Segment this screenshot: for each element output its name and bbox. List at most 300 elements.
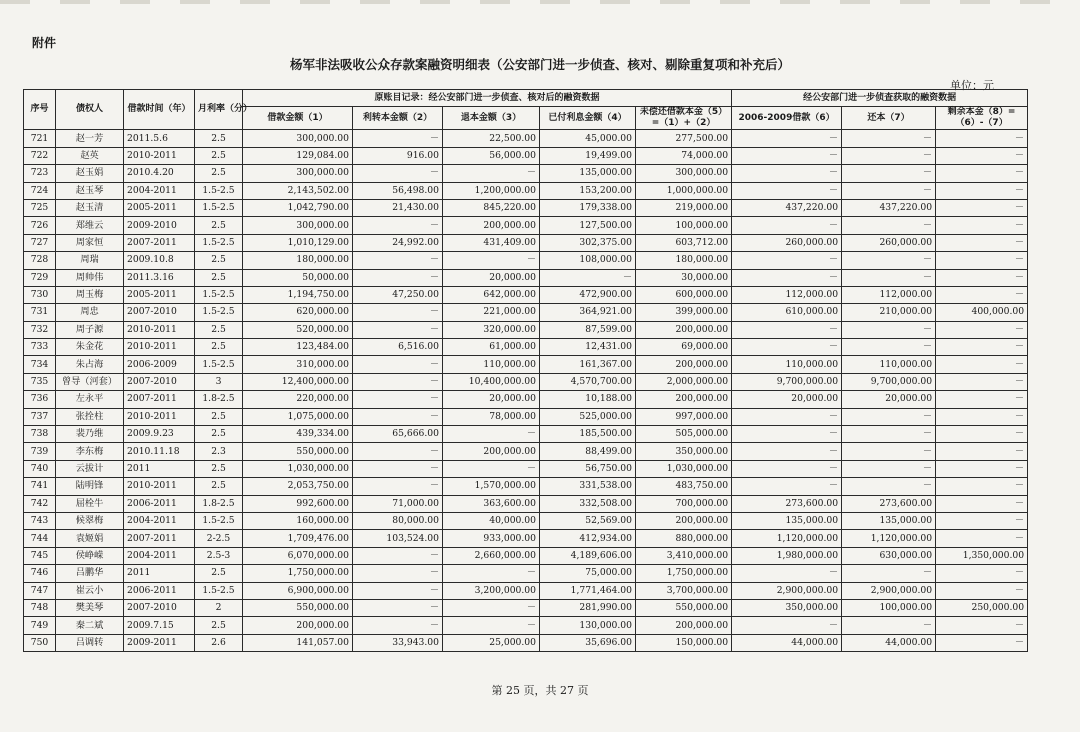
row-seq: 723 <box>24 165 56 182</box>
row-paid-interest: 87,599.00 <box>540 321 636 338</box>
row-refund: 642,000.00 <box>443 286 540 303</box>
row-rate: 1.5-2.5 <box>195 356 243 373</box>
row-refund: 2,660,000.00 <box>443 547 540 564</box>
row-period: 2009-2011 <box>124 634 195 651</box>
row-unpaid: 603,712.00 <box>636 234 732 251</box>
row-loan: 1,030,000.00 <box>243 460 353 477</box>
row-loan: 141,057.00 <box>243 634 353 651</box>
row-period: 2011.3.16 <box>124 269 195 286</box>
row-remaining: － <box>936 478 1028 495</box>
row-rate: 2 <box>195 599 243 616</box>
row-period: 2006-2011 <box>124 582 195 599</box>
row-creditor: 朱金花 <box>56 339 124 356</box>
row-remaining: － <box>936 617 1028 634</box>
row-period: 2007-2010 <box>124 599 195 616</box>
row-loan: 300,000.00 <box>243 217 353 234</box>
row-repaid: － <box>842 147 936 164</box>
row-unpaid: 997,000.00 <box>636 408 732 425</box>
row-remaining: － <box>936 252 1028 269</box>
row-paid-interest: 4,189,606.00 <box>540 547 636 564</box>
row-loan-2006-2009: 110,000.00 <box>732 356 842 373</box>
row-seq: 749 <box>24 617 56 634</box>
row-remaining: － <box>936 565 1028 582</box>
row-loan: 2,053,750.00 <box>243 478 353 495</box>
row-loan: 310,000.00 <box>243 356 353 373</box>
row-repaid: 2,900,000.00 <box>842 582 936 599</box>
row-creditor: 崔云小 <box>56 582 124 599</box>
row-paid-interest: 130,000.00 <box>540 617 636 634</box>
row-rate: 2.5 <box>195 617 243 634</box>
row-period: 2009-2010 <box>124 217 195 234</box>
table-row <box>24 460 1028 477</box>
row-unpaid: 200,000.00 <box>636 391 732 408</box>
row-unpaid: 300,000.00 <box>636 165 732 182</box>
row-loan: 2,143,502.00 <box>243 182 353 199</box>
row-repaid: 437,220.00 <box>842 199 936 216</box>
row-unpaid: 1,000,000.00 <box>636 182 732 199</box>
row-loan-2006-2009: － <box>732 147 842 164</box>
row-rate: 2.5 <box>195 165 243 182</box>
row-refund: 200,000.00 <box>443 217 540 234</box>
row-loan-2006-2009: － <box>732 617 842 634</box>
table-row <box>24 565 1028 582</box>
row-paid-interest: 331,538.00 <box>540 478 636 495</box>
header-group-extra: 经公安部门进一步侦查获取的融资数据 <box>732 90 1028 107</box>
row-remaining: － <box>936 495 1028 512</box>
row-loan-2006-2009: 9,700,000.00 <box>732 373 842 390</box>
row-creditor: 吕鹏华 <box>56 565 124 582</box>
row-rate: 2.5 <box>195 426 243 443</box>
row-loan: 1,750,000.00 <box>243 565 353 582</box>
row-creditor: 周忠 <box>56 304 124 321</box>
row-rate: 2.3 <box>195 443 243 460</box>
row-period: 2010-2011 <box>124 408 195 425</box>
row-paid-interest: 1,771,464.00 <box>540 582 636 599</box>
row-paid-interest: 12,431.00 <box>540 339 636 356</box>
row-remaining: 400,000.00 <box>936 304 1028 321</box>
row-repaid: 630,000.00 <box>842 547 936 564</box>
header-group-original: 原账目记录：经公安部门进一步侦查、核对后的融资数据 <box>243 90 732 107</box>
row-remaining: － <box>936 321 1028 338</box>
row-seq: 727 <box>24 234 56 251</box>
row-loan-2006-2009: － <box>732 217 842 234</box>
row-creditor: 周家恒 <box>56 234 124 251</box>
row-creditor: 侯峥嵘 <box>56 547 124 564</box>
row-refund: 22,500.00 <box>443 130 540 147</box>
row-period: 2009.7.15 <box>124 617 195 634</box>
row-period: 2007-2010 <box>124 304 195 321</box>
row-loan: 300,000.00 <box>243 130 353 147</box>
row-interest-principal: － <box>353 582 443 599</box>
row-repaid: 210,000.00 <box>842 304 936 321</box>
row-creditor: 云拔计 <box>56 460 124 477</box>
row-creditor: 赵一芳 <box>56 130 124 147</box>
row-seq: 726 <box>24 217 56 234</box>
row-creditor: 左永平 <box>56 391 124 408</box>
row-loan: 550,000.00 <box>243 443 353 460</box>
row-refund: － <box>443 426 540 443</box>
row-loan-2006-2009: 135,000.00 <box>732 512 842 529</box>
row-loan-2006-2009: － <box>732 165 842 182</box>
row-seq: 721 <box>24 130 56 147</box>
row-loan-2006-2009: － <box>732 252 842 269</box>
row-interest-principal: － <box>353 478 443 495</box>
row-seq: 728 <box>24 252 56 269</box>
row-refund: － <box>443 252 540 269</box>
header-unpaid: 未偿还借款本金（5）=（1）+（2） <box>636 107 732 130</box>
row-unpaid: 550,000.00 <box>636 599 732 616</box>
row-unpaid: 74,000.00 <box>636 147 732 164</box>
row-remaining: － <box>936 634 1028 651</box>
header-remaining: 剩余本金（8）=（6）-（7） <box>936 107 1028 130</box>
row-interest-principal: 24,992.00 <box>353 234 443 251</box>
row-loan-2006-2009: － <box>732 408 842 425</box>
row-loan: 992,600.00 <box>243 495 353 512</box>
row-repaid: － <box>842 408 936 425</box>
row-creditor: 张拴柱 <box>56 408 124 425</box>
header-repaid: 还本（7） <box>842 107 936 130</box>
row-unpaid: 1,030,000.00 <box>636 460 732 477</box>
row-period: 2006-2009 <box>124 356 195 373</box>
table-row <box>24 547 1028 564</box>
row-refund: 20,000.00 <box>443 269 540 286</box>
row-paid-interest: 4,570,700.00 <box>540 373 636 390</box>
table-row <box>24 495 1028 512</box>
row-unpaid: 3,410,000.00 <box>636 547 732 564</box>
row-period: 2004-2011 <box>124 182 195 199</box>
row-interest-principal: － <box>353 617 443 634</box>
row-creditor: 曾导（河套） <box>56 373 124 390</box>
row-unpaid: 505,000.00 <box>636 426 732 443</box>
row-rate: 2.5 <box>195 478 243 495</box>
header-refund: 退本金额（3） <box>443 107 540 130</box>
row-repaid: － <box>842 165 936 182</box>
row-interest-principal: － <box>353 304 443 321</box>
row-creditor: 赵玉清 <box>56 199 124 216</box>
row-refund: － <box>443 599 540 616</box>
row-refund: 3,200,000.00 <box>443 582 540 599</box>
row-seq: 724 <box>24 182 56 199</box>
row-period: 2011.5.6 <box>124 130 195 147</box>
row-repaid: － <box>842 443 936 460</box>
table-row <box>24 182 1028 199</box>
row-loan-2006-2009: 273,600.00 <box>732 495 842 512</box>
row-creditor: 周瑞 <box>56 252 124 269</box>
row-paid-interest: 281,990.00 <box>540 599 636 616</box>
row-unpaid: 200,000.00 <box>636 321 732 338</box>
row-rate: 1.8-2.5 <box>195 495 243 512</box>
row-seq: 722 <box>24 147 56 164</box>
row-creditor: 屈栓牛 <box>56 495 124 512</box>
table-row <box>24 356 1028 373</box>
header-paid-interest: 已付利息金额（4） <box>540 107 636 130</box>
row-repaid: － <box>842 565 936 582</box>
row-period: 2007-2010 <box>124 373 195 390</box>
row-rate: 2.5 <box>195 147 243 164</box>
header-creditor: 债权人 <box>56 90 124 130</box>
row-seq: 747 <box>24 582 56 599</box>
row-repaid: － <box>842 460 936 477</box>
row-loan-2006-2009: 20,000.00 <box>732 391 842 408</box>
row-period: 2005-2011 <box>124 199 195 216</box>
table-row <box>24 321 1028 338</box>
row-loan-2006-2009: － <box>732 478 842 495</box>
row-rate: 1.5-2.5 <box>195 182 243 199</box>
row-interest-principal: 33,943.00 <box>353 634 443 651</box>
header-rate: 月利率（分） <box>195 90 243 130</box>
row-interest-principal: － <box>353 547 443 564</box>
row-remaining: － <box>936 130 1028 147</box>
row-period: 2010.11.18 <box>124 443 195 460</box>
row-paid-interest: 364,921.00 <box>540 304 636 321</box>
row-period: 2009.10.8 <box>124 252 195 269</box>
row-rate: 1.5-2.5 <box>195 582 243 599</box>
row-repaid: － <box>842 269 936 286</box>
row-seq: 738 <box>24 426 56 443</box>
row-loan: 520,000.00 <box>243 321 353 338</box>
row-interest-principal: 47,250.00 <box>353 286 443 303</box>
row-period: 2011 <box>124 460 195 477</box>
row-rate: 2-2.5 <box>195 530 243 547</box>
row-unpaid: 880,000.00 <box>636 530 732 547</box>
document-title: 杨军非法吸收公众存款案融资明细表（公安部门进一步侦查、核对、剔除重复项和补充后） <box>289 57 790 72</box>
row-unpaid: 200,000.00 <box>636 356 732 373</box>
row-refund: 61,000.00 <box>443 339 540 356</box>
row-interest-principal: － <box>353 391 443 408</box>
row-rate: 2.5 <box>195 408 243 425</box>
row-refund: 845,220.00 <box>443 199 540 216</box>
row-paid-interest: － <box>540 269 636 286</box>
row-loan-2006-2009: － <box>732 130 842 147</box>
row-rate: 2.5 <box>195 321 243 338</box>
row-unpaid: 30,000.00 <box>636 269 732 286</box>
row-loan: 439,334.00 <box>243 426 353 443</box>
row-interest-principal: － <box>353 373 443 390</box>
row-rate: 1.8-2.5 <box>195 391 243 408</box>
row-unpaid: 399,000.00 <box>636 304 732 321</box>
row-seq: 742 <box>24 495 56 512</box>
row-loan: 550,000.00 <box>243 599 353 616</box>
row-remaining: － <box>936 269 1028 286</box>
table-row <box>24 512 1028 529</box>
table-header <box>24 90 1028 130</box>
row-period: 2010-2011 <box>124 147 195 164</box>
row-loan: 1,010,129.00 <box>243 234 353 251</box>
table-row <box>24 339 1028 356</box>
row-loan: 12,400,000.00 <box>243 373 353 390</box>
row-refund: 110,000.00 <box>443 356 540 373</box>
table-row <box>24 443 1028 460</box>
row-creditor: 裴乃维 <box>56 426 124 443</box>
row-refund: － <box>443 165 540 182</box>
row-repaid: 1,120,000.00 <box>842 530 936 547</box>
row-seq: 736 <box>24 391 56 408</box>
header-loan: 借款金额（1） <box>243 107 353 130</box>
row-loan-2006-2009: 112,000.00 <box>732 286 842 303</box>
row-remaining: － <box>936 391 1028 408</box>
row-rate: 2.5 <box>195 565 243 582</box>
row-seq: 750 <box>24 634 56 651</box>
row-repaid: － <box>842 339 936 356</box>
row-remaining: 250,000.00 <box>936 599 1028 616</box>
row-loan-2006-2009: － <box>732 426 842 443</box>
row-creditor: 朱占海 <box>56 356 124 373</box>
row-unpaid: 700,000.00 <box>636 495 732 512</box>
row-repaid: 112,000.00 <box>842 286 936 303</box>
row-repaid: － <box>842 252 936 269</box>
row-refund: 40,000.00 <box>443 512 540 529</box>
row-loan-2006-2009: － <box>732 321 842 338</box>
row-remaining: － <box>936 165 1028 182</box>
row-remaining: － <box>936 199 1028 216</box>
row-creditor: 周玉梅 <box>56 286 124 303</box>
row-remaining: － <box>936 182 1028 199</box>
row-unpaid: 2,000,000.00 <box>636 373 732 390</box>
row-rate: 2.5 <box>195 339 243 356</box>
row-loan-2006-2009: 610,000.00 <box>732 304 842 321</box>
row-remaining: － <box>936 582 1028 599</box>
table-row <box>24 599 1028 616</box>
row-period: 2011 <box>124 565 195 582</box>
row-rate: 2.5-3 <box>195 547 243 564</box>
row-unpaid: 200,000.00 <box>636 617 732 634</box>
row-rate: 2.5 <box>195 252 243 269</box>
row-unpaid: 600,000.00 <box>636 286 732 303</box>
row-paid-interest: 35,696.00 <box>540 634 636 651</box>
row-repaid: 9,700,000.00 <box>842 373 936 390</box>
row-interest-principal: － <box>353 252 443 269</box>
row-rate: 1.5-2.5 <box>195 234 243 251</box>
row-rate: 1.5-2.5 <box>195 286 243 303</box>
row-loan: 1,042,790.00 <box>243 199 353 216</box>
row-seq: 748 <box>24 599 56 616</box>
row-creditor: 郑维云 <box>56 217 124 234</box>
row-period: 2007-2011 <box>124 530 195 547</box>
row-period: 2010.4.20 <box>124 165 195 182</box>
row-remaining: － <box>936 530 1028 547</box>
row-seq: 743 <box>24 512 56 529</box>
row-rate: 1.5-2.5 <box>195 304 243 321</box>
row-creditor: 周子源 <box>56 321 124 338</box>
row-refund: 363,600.00 <box>443 495 540 512</box>
table-row <box>24 304 1028 321</box>
row-creditor: 周帅伟 <box>56 269 124 286</box>
row-remaining: － <box>936 373 1028 390</box>
row-remaining: 1,350,000.00 <box>936 547 1028 564</box>
row-creditor: 赵玉娟 <box>56 165 124 182</box>
row-refund: 20,000.00 <box>443 391 540 408</box>
row-remaining: － <box>936 460 1028 477</box>
row-paid-interest: 135,000.00 <box>540 165 636 182</box>
row-loan-2006-2009: 44,000.00 <box>732 634 842 651</box>
row-loan: 1,709,476.00 <box>243 530 353 547</box>
row-loan-2006-2009: 2,900,000.00 <box>732 582 842 599</box>
row-seq: 744 <box>24 530 56 547</box>
row-interest-principal: 21,430.00 <box>353 199 443 216</box>
row-repaid: 273,600.00 <box>842 495 936 512</box>
row-paid-interest: 332,508.00 <box>540 495 636 512</box>
row-remaining: － <box>936 356 1028 373</box>
row-remaining: － <box>936 147 1028 164</box>
row-loan: 129,084.00 <box>243 147 353 164</box>
row-loan: 6,900,000.00 <box>243 582 353 599</box>
row-loan: 620,000.00 <box>243 304 353 321</box>
row-loan-2006-2009: 1,980,000.00 <box>732 547 842 564</box>
row-creditor: 吕调转 <box>56 634 124 651</box>
row-interest-principal: － <box>353 443 443 460</box>
table-row <box>24 130 1028 147</box>
row-remaining: － <box>936 339 1028 356</box>
row-loan: 200,000.00 <box>243 617 353 634</box>
row-unpaid: 277,500.00 <box>636 130 732 147</box>
table-row <box>24 617 1028 634</box>
row-period: 2005-2011 <box>124 286 195 303</box>
row-interest-principal: － <box>353 217 443 234</box>
row-seq: 729 <box>24 269 56 286</box>
row-paid-interest: 179,338.00 <box>540 199 636 216</box>
table-row <box>24 634 1028 651</box>
row-creditor: 赵英 <box>56 147 124 164</box>
row-period: 2010-2011 <box>124 321 195 338</box>
row-paid-interest: 19,499.00 <box>540 147 636 164</box>
table-row <box>24 252 1028 269</box>
row-seq: 740 <box>24 460 56 477</box>
row-repaid: 44,000.00 <box>842 634 936 651</box>
table-row <box>24 269 1028 286</box>
row-paid-interest: 472,900.00 <box>540 286 636 303</box>
row-unpaid: 3,700,000.00 <box>636 582 732 599</box>
row-creditor: 秦二斌 <box>56 617 124 634</box>
row-seq: 730 <box>24 286 56 303</box>
table-row <box>24 373 1028 390</box>
row-repaid: － <box>842 321 936 338</box>
row-seq: 739 <box>24 443 56 460</box>
row-creditor: 袁姬娟 <box>56 530 124 547</box>
row-loan-2006-2009: 260,000.00 <box>732 234 842 251</box>
row-interest-principal: － <box>353 599 443 616</box>
row-loan: 50,000.00 <box>243 269 353 286</box>
row-seq: 734 <box>24 356 56 373</box>
row-repaid: － <box>842 478 936 495</box>
row-interest-principal: － <box>353 565 443 582</box>
row-interest-principal: 916.00 <box>353 147 443 164</box>
row-rate: 3 <box>195 373 243 390</box>
row-paid-interest: 185,500.00 <box>540 426 636 443</box>
row-rate: 2.5 <box>195 217 243 234</box>
row-unpaid: 350,000.00 <box>636 443 732 460</box>
row-interest-principal: 6,516.00 <box>353 339 443 356</box>
row-paid-interest: 302,375.00 <box>540 234 636 251</box>
row-refund: 431,409.00 <box>443 234 540 251</box>
row-paid-interest: 108,000.00 <box>540 252 636 269</box>
table-row <box>24 286 1028 303</box>
row-rate: 1.5-2.5 <box>195 512 243 529</box>
row-repaid: 100,000.00 <box>842 599 936 616</box>
row-refund: 10,400,000.00 <box>443 373 540 390</box>
row-paid-interest: 52,569.00 <box>540 512 636 529</box>
row-paid-interest: 75,000.00 <box>540 565 636 582</box>
row-repaid: － <box>842 617 936 634</box>
row-remaining: － <box>936 443 1028 460</box>
row-rate: 1.5-2.5 <box>195 199 243 216</box>
row-creditor: 樊美琴 <box>56 599 124 616</box>
row-period: 2004-2011 <box>124 547 195 564</box>
header-seq: 序号 <box>24 90 56 130</box>
row-interest-principal: － <box>353 130 443 147</box>
row-interest-principal: － <box>353 408 443 425</box>
row-loan: 300,000.00 <box>243 165 353 182</box>
row-creditor: 陆明锋 <box>56 478 124 495</box>
